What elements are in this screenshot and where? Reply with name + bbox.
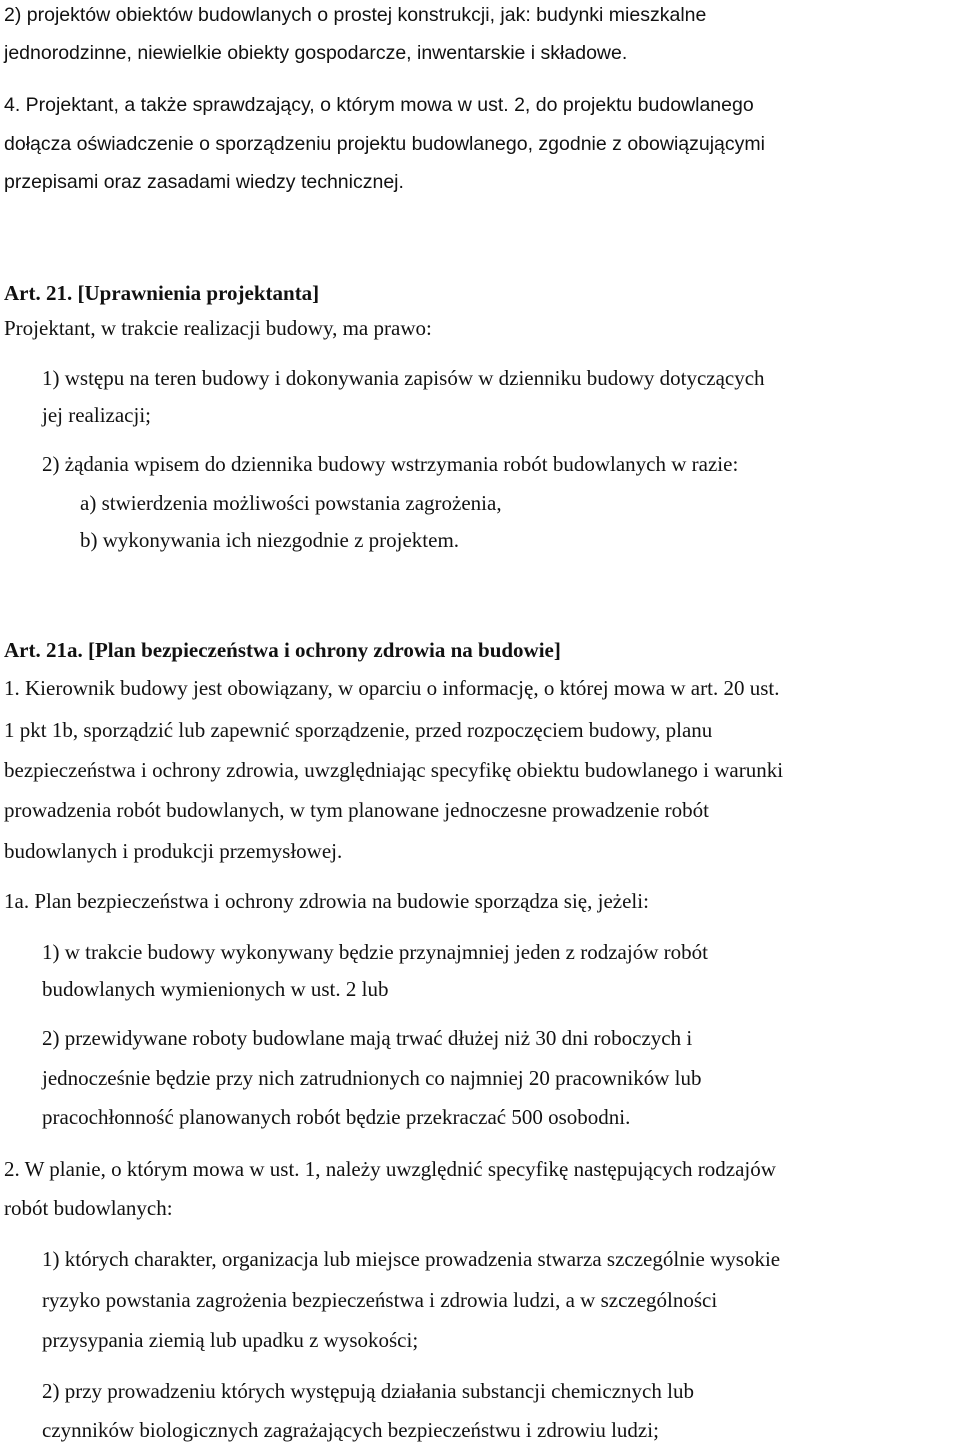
text-line: jednorodzinne, niewielkie obiekty gospodarcze, inwentarskie i składowe. bbox=[4, 42, 628, 64]
text-line: 2. W planie, o którym mowa w ust. 1, należy uwzględnić specyfikę następujących rodzajów bbox=[4, 1157, 776, 1181]
article-heading: Art. 21. [Uprawnienia projektanta] bbox=[4, 281, 320, 305]
text-line: dołącza oświadczenie o sporządzeniu projektu budowlanego, zgodnie z obowiązującymi bbox=[4, 133, 765, 155]
list-item: jednocześnie będzie przy nich zatrudnionych co najmniej 20 pracowników lub bbox=[42, 1066, 702, 1090]
list-item: 2) przewidywane roboty budowlane mają trwać dłużej niż 30 dni roboczych i bbox=[42, 1026, 693, 1050]
text-line: przepisami oraz zasadami wiedzy technicznej. bbox=[4, 171, 404, 193]
article-heading: Art. 21a. [Plan bezpieczeństwa i ochrony zdrowia na budowie] bbox=[4, 638, 561, 662]
list-item: 1) w trakcie budowy wykonywany będzie przynajmniej jeden z rodzajów robót bbox=[42, 940, 708, 964]
text-line: 2) projektów obiektów budowlanych o prostej konstrukcji, jak: budynki mieszkalne bbox=[4, 4, 707, 26]
list-item: jej realizacji; bbox=[42, 403, 152, 427]
text-line: prowadzenia robót budowlanych, w tym planowane jednoczesne prowadzenie robót bbox=[4, 798, 710, 822]
text-line: budowlanych i produkcji przemysłowej. bbox=[4, 839, 343, 863]
text-line: bezpieczeństwa i ochrony zdrowia, uwzględniając specyfikę obiektu budowlanego i warunki bbox=[4, 758, 784, 782]
text-line: 4. Projektant, a także sprawdzający, o którym mowa w ust. 2, do projektu budowlanego bbox=[4, 94, 754, 116]
list-item: 2) przy prowadzeniu których występują działania substancji chemicznych lub bbox=[42, 1379, 694, 1403]
list-item: 1) których charakter, organizacja lub miejsce prowadzenia stwarza szczególnie wysokie bbox=[42, 1247, 781, 1271]
list-item: budowlanych wymienionych w ust. 2 lub bbox=[42, 977, 389, 1001]
list-item: a) stwierdzenia możliwości powstania zagrożenia, bbox=[80, 491, 502, 515]
list-item: pracochłonność planowanych robót będzie przekraczać 500 osobodni. bbox=[42, 1105, 631, 1129]
list-item: ryzyko powstania zagrożenia bezpieczeństwa i zdrowia ludzi, a w szczególności bbox=[42, 1288, 718, 1312]
list-item: b) wykonywania ich niezgodnie z projektem. bbox=[80, 528, 460, 552]
text-line: robót budowlanych: bbox=[4, 1196, 173, 1220]
list-item: przysypania ziemią lub upadku z wysokości; bbox=[42, 1328, 419, 1352]
list-item: czynników biologicznych zagrażających bezpieczeństwu i zdrowiu ludzi; bbox=[42, 1418, 659, 1442]
list-item: 2) żądania wpisem do dziennika budowy wstrzymania robót budowlanych w razie: bbox=[42, 452, 739, 476]
text-line: 1a. Plan bezpieczeństwa i ochrony zdrowia na budowie sporządza się, jeżeli: bbox=[4, 889, 649, 913]
text-line: Projektant, w trakcie realizacji budowy, ma prawo: bbox=[4, 316, 432, 340]
text-line: 1 pkt 1b, sporządzić lub zapewnić sporządzenie, przed rozpoczęciem budowy, planu bbox=[4, 718, 713, 742]
text-line: 1. Kierownik budowy jest obowiązany, w oparciu o informację, o której mowa w art. 20 ust. bbox=[4, 676, 780, 700]
list-item: 1) wstępu na teren budowy i dokonywania zapisów w dzienniku budowy dotyczących bbox=[42, 366, 765, 390]
